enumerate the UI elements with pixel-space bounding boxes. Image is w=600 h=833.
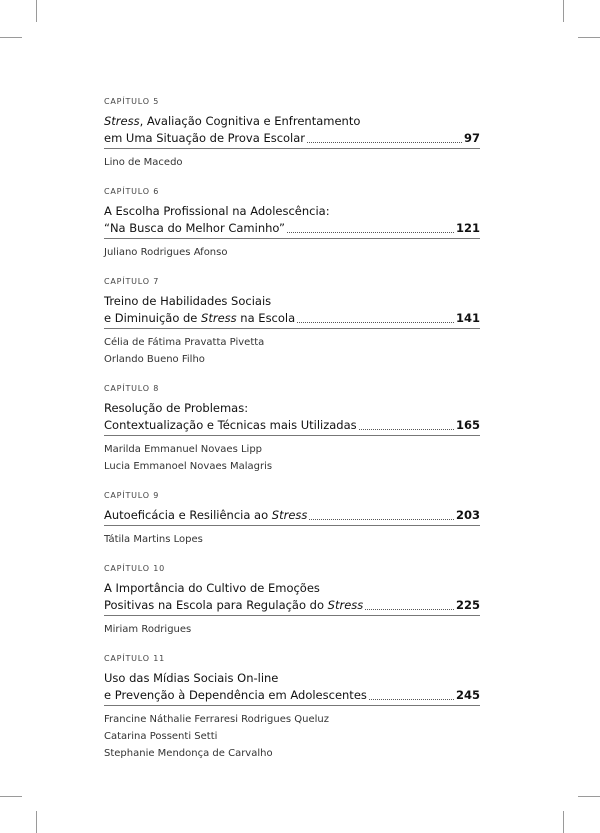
page-number: 203 (455, 508, 480, 522)
title-rule (104, 328, 480, 329)
toc-entry-chapter-8[interactable] (104, 383, 480, 475)
author-name: Marilda Emmanuel Novaes Lipp (104, 444, 263, 455)
chapter-title-line-1: Treino de Habilidades Sociais (104, 294, 272, 308)
author-name: Orlando Bueno Filho (104, 354, 205, 365)
chapter-label: CAPÍTULO 9 (104, 491, 160, 500)
dot-leader (369, 698, 454, 700)
toc-entry-chapter-11[interactable] (104, 653, 480, 762)
title-text-part: e Diminuição de (104, 311, 202, 325)
page-number: 245 (455, 688, 480, 702)
page-number: 165 (455, 418, 480, 432)
chapter-title-line-1: A Escolha Profissional na Adolescência: (104, 204, 330, 218)
author-name: Stephanie Mendonça de Carvalho (104, 748, 273, 759)
title-rule (104, 238, 480, 239)
dot-leader (287, 231, 454, 233)
dot-leader (359, 428, 454, 430)
title-text: e Prevenção à Dependência em Adolescentes (104, 688, 367, 702)
chapter-title-line-2 (104, 417, 480, 434)
title-rule (104, 435, 480, 436)
crop-mark-top-left-v (36, 0, 37, 22)
crop-mark-bottom-right-h (578, 796, 600, 797)
author-name: Catarina Possenti Setti (104, 731, 218, 742)
chapter-title-line-1 (104, 507, 480, 524)
chapter-title-line-2 (104, 597, 480, 614)
author-name: Lino de Macedo (104, 157, 183, 168)
chapter-title-line-2 (104, 310, 480, 327)
title-text (104, 597, 363, 614)
title-rule (104, 705, 480, 706)
title-italic: Stress (271, 508, 308, 522)
table-of-contents (104, 96, 480, 777)
toc-entry-chapter-5[interactable] (104, 96, 480, 171)
author-name: Francine Náthalie Ferraresi Rodrigues Queluz (104, 714, 329, 725)
page-number: 121 (455, 221, 480, 235)
title-text: , Avaliação Cognitiva e Enfrentamento (139, 114, 361, 128)
author-name: Miriam Rodrigues (104, 624, 192, 635)
crop-mark-bottom-left-v (36, 811, 37, 833)
author-name: Lucia Emmanoel Novaes Malagris (104, 461, 273, 472)
title-rule (104, 615, 480, 616)
crop-mark-bottom-left-h (0, 796, 22, 797)
title-rule (104, 148, 480, 149)
page-number: 225 (455, 598, 480, 612)
title-text: Contextualização e Técnicas mais Utilizadas (104, 418, 357, 432)
chapter-label: CAPÍTULO 8 (104, 384, 160, 393)
chapter-title-line-1: Uso das Mídias Sociais On-line (104, 671, 279, 685)
title-text: “Na Busca do Melhor Caminho” (104, 221, 285, 235)
title-text (104, 310, 295, 327)
crop-mark-top-right-h (578, 37, 600, 38)
toc-entry-chapter-10[interactable] (104, 563, 480, 638)
page-number: 141 (455, 311, 480, 325)
title-text-part: Positivas na Escola para Regulação do (104, 598, 328, 612)
dot-leader (309, 518, 454, 520)
author-name: Juliano Rodrigues Afonso (104, 247, 228, 258)
title-italic: Stress (104, 114, 140, 128)
title-rule (104, 525, 480, 526)
chapter-label: CAPÍTULO 11 (104, 654, 165, 663)
chapter-title-line-1: A Importância do Cultivo de Emoções (104, 581, 320, 595)
chapter-title-line-1 (104, 113, 480, 130)
title-italic: Stress (327, 598, 364, 612)
title-text (104, 507, 307, 524)
chapter-title-line-2 (104, 220, 480, 237)
dot-leader (297, 321, 454, 323)
page-number: 97 (463, 131, 480, 145)
toc-entry-chapter-9[interactable] (104, 490, 480, 548)
dot-leader (307, 141, 462, 143)
chapter-title-line-2 (104, 130, 480, 147)
chapter-label: CAPÍTULO 7 (104, 277, 160, 286)
title-text-part: na Escola (236, 311, 296, 325)
toc-entry-chapter-7[interactable] (104, 276, 480, 368)
chapter-label: CAPÍTULO 6 (104, 187, 160, 196)
title-italic: Stress (201, 311, 237, 325)
chapter-title-line-1: Resolução de Problemas: (104, 401, 249, 415)
toc-entry-chapter-6[interactable] (104, 186, 480, 261)
title-text: em Uma Situação de Prova Escolar (104, 131, 306, 145)
chapter-label: CAPÍTULO 5 (104, 97, 160, 106)
title-text-part: Autoeficácia e Resiliência ao (104, 508, 272, 522)
author-name: Tátila Martins Lopes (104, 534, 203, 545)
chapter-label: CAPÍTULO 10 (104, 564, 165, 573)
crop-mark-top-left-h (0, 37, 22, 38)
dot-leader (365, 608, 454, 610)
crop-mark-top-right-v (563, 0, 564, 22)
author-name: Célia de Fátima Pravatta Pivetta (104, 337, 265, 348)
chapter-title-line-2 (104, 687, 480, 704)
crop-mark-bottom-right-v (563, 811, 564, 833)
